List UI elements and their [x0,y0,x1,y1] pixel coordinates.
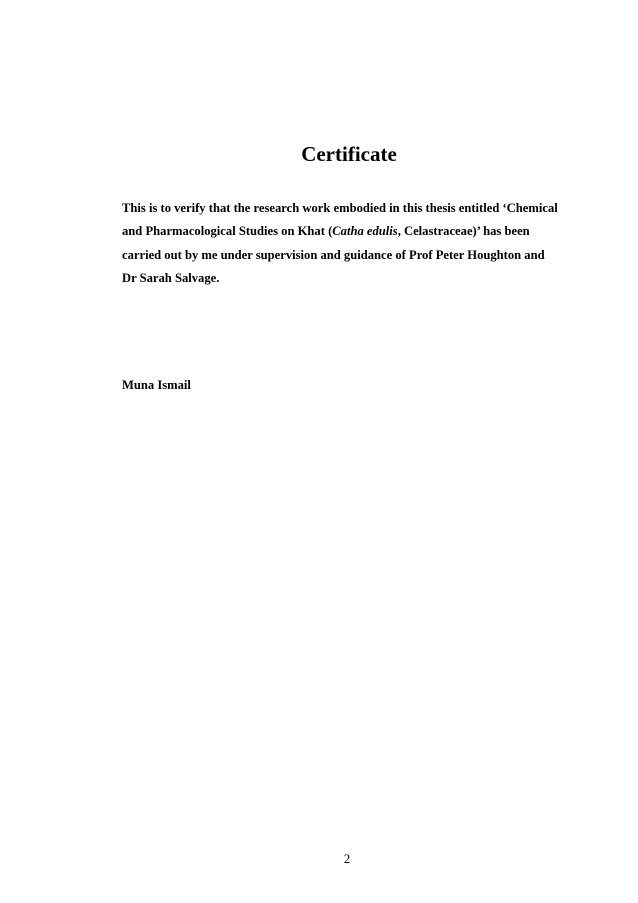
certificate-statement [122,197,582,291]
page-title: Certificate [301,142,397,166]
signatory-name: Muna Ismail [122,378,191,392]
page-number: 2 [343,852,351,866]
statement-line-4: Dr Sarah Salvage. [122,271,220,286]
statement-line-2-prefix: and Pharmacological Studies on Khat ( [122,224,333,239]
statement-line-2 [122,220,582,243]
statement-line-3: carried out by me under supervision and guidance of Prof Peter Houghton and [122,247,545,262]
statement-line-2-suffix: , Celastraceae)’ has been [397,224,530,239]
species-name: Catha edulis [332,224,398,239]
statement-line-1: This is to verify that the research work embodied in this thesis entitled ‘Chemical [122,201,558,215]
